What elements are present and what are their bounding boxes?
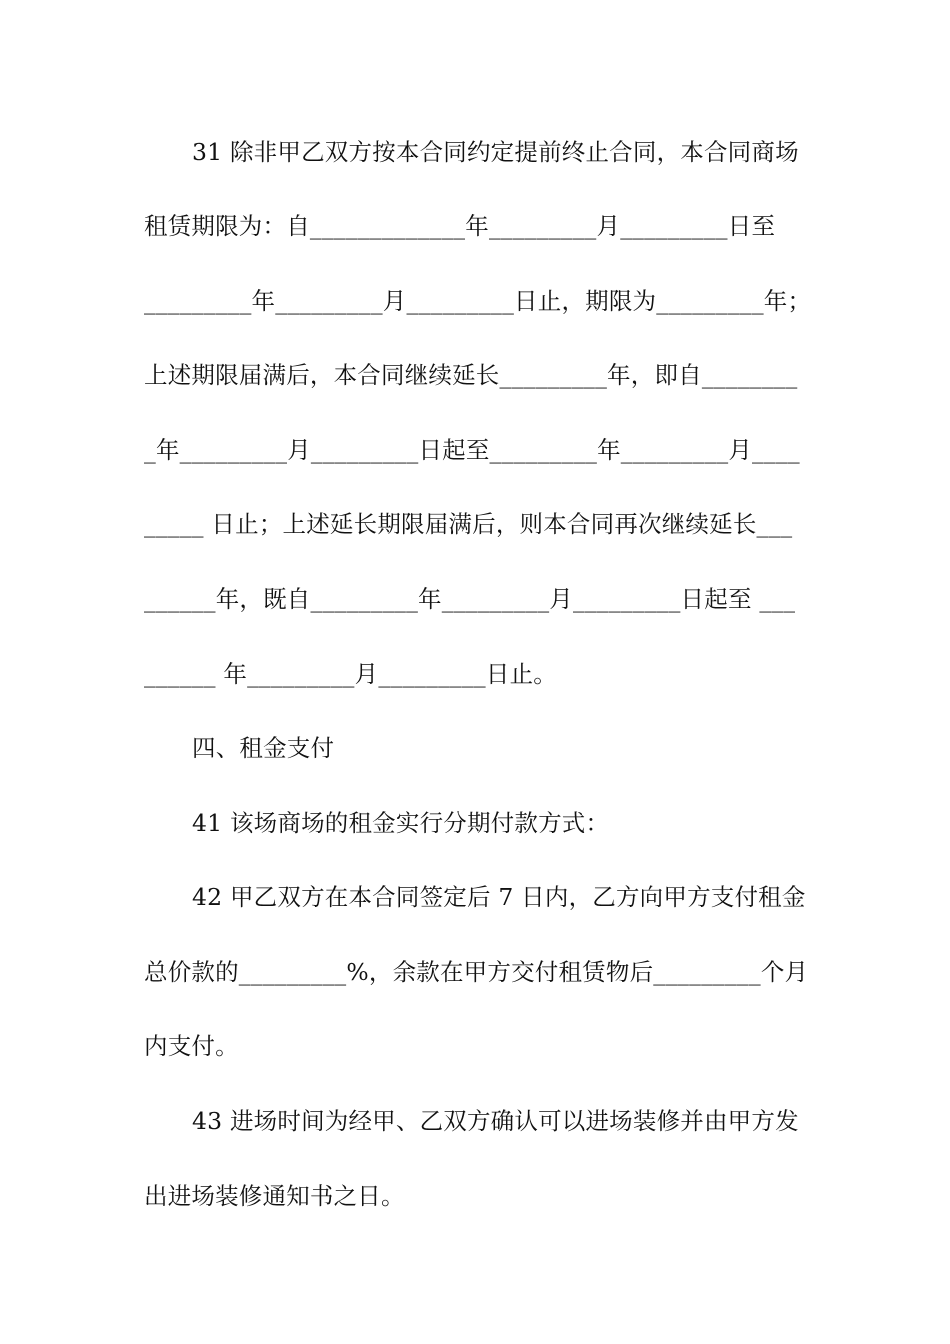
clause-3-1-line-8: ______ 年_________月_________日止。 <box>144 660 557 688</box>
clause-4-3-line-2: 出进场装修通知书之日。 <box>144 1182 405 1210</box>
section-4-heading: 四、租金支付 <box>192 734 335 762</box>
clause-3-1-line-6: _____ 日止；上述延长期限届满后，则本合同再次继续延长___ <box>144 510 793 538</box>
clause-3-1-line-5: _年_________月_________日起至_________年_________月____ <box>144 436 800 464</box>
clause-3-1-line-1: 31 除非甲乙双方按本合同约定提前终止合同，本合同商场 <box>192 138 799 166</box>
clause-3-1-line-3: _________年_________月_________日止，期限为_________年； <box>144 287 812 315</box>
clause-4-2-line-2: 总价款的_________%，余款在甲方交付租赁物后_________个月 <box>144 958 809 986</box>
clause-4-2-line-3: 内支付。 <box>144 1032 239 1060</box>
clause-4-1: 41 该场商场的租金实行分期付款方式： <box>192 809 610 837</box>
clause-3-1-line-4: 上述期限届满后，本合同继续延长_________年，即自________ <box>144 361 798 389</box>
clause-3-1-line-2: 租赁期限为：自_____________年_________月_________日至 <box>144 212 776 240</box>
clause-4-3-line-1: 43 进场时间为经甲、乙双方确认可以进场装修并由甲方发 <box>192 1107 799 1135</box>
clause-3-1-line-7: ______年，既自_________年_________月_________日起至 ___ <box>144 585 796 613</box>
clause-4-2-line-1: 42 甲乙双方在本合同签定后 7 日内，乙方向甲方支付租金 <box>192 883 806 911</box>
